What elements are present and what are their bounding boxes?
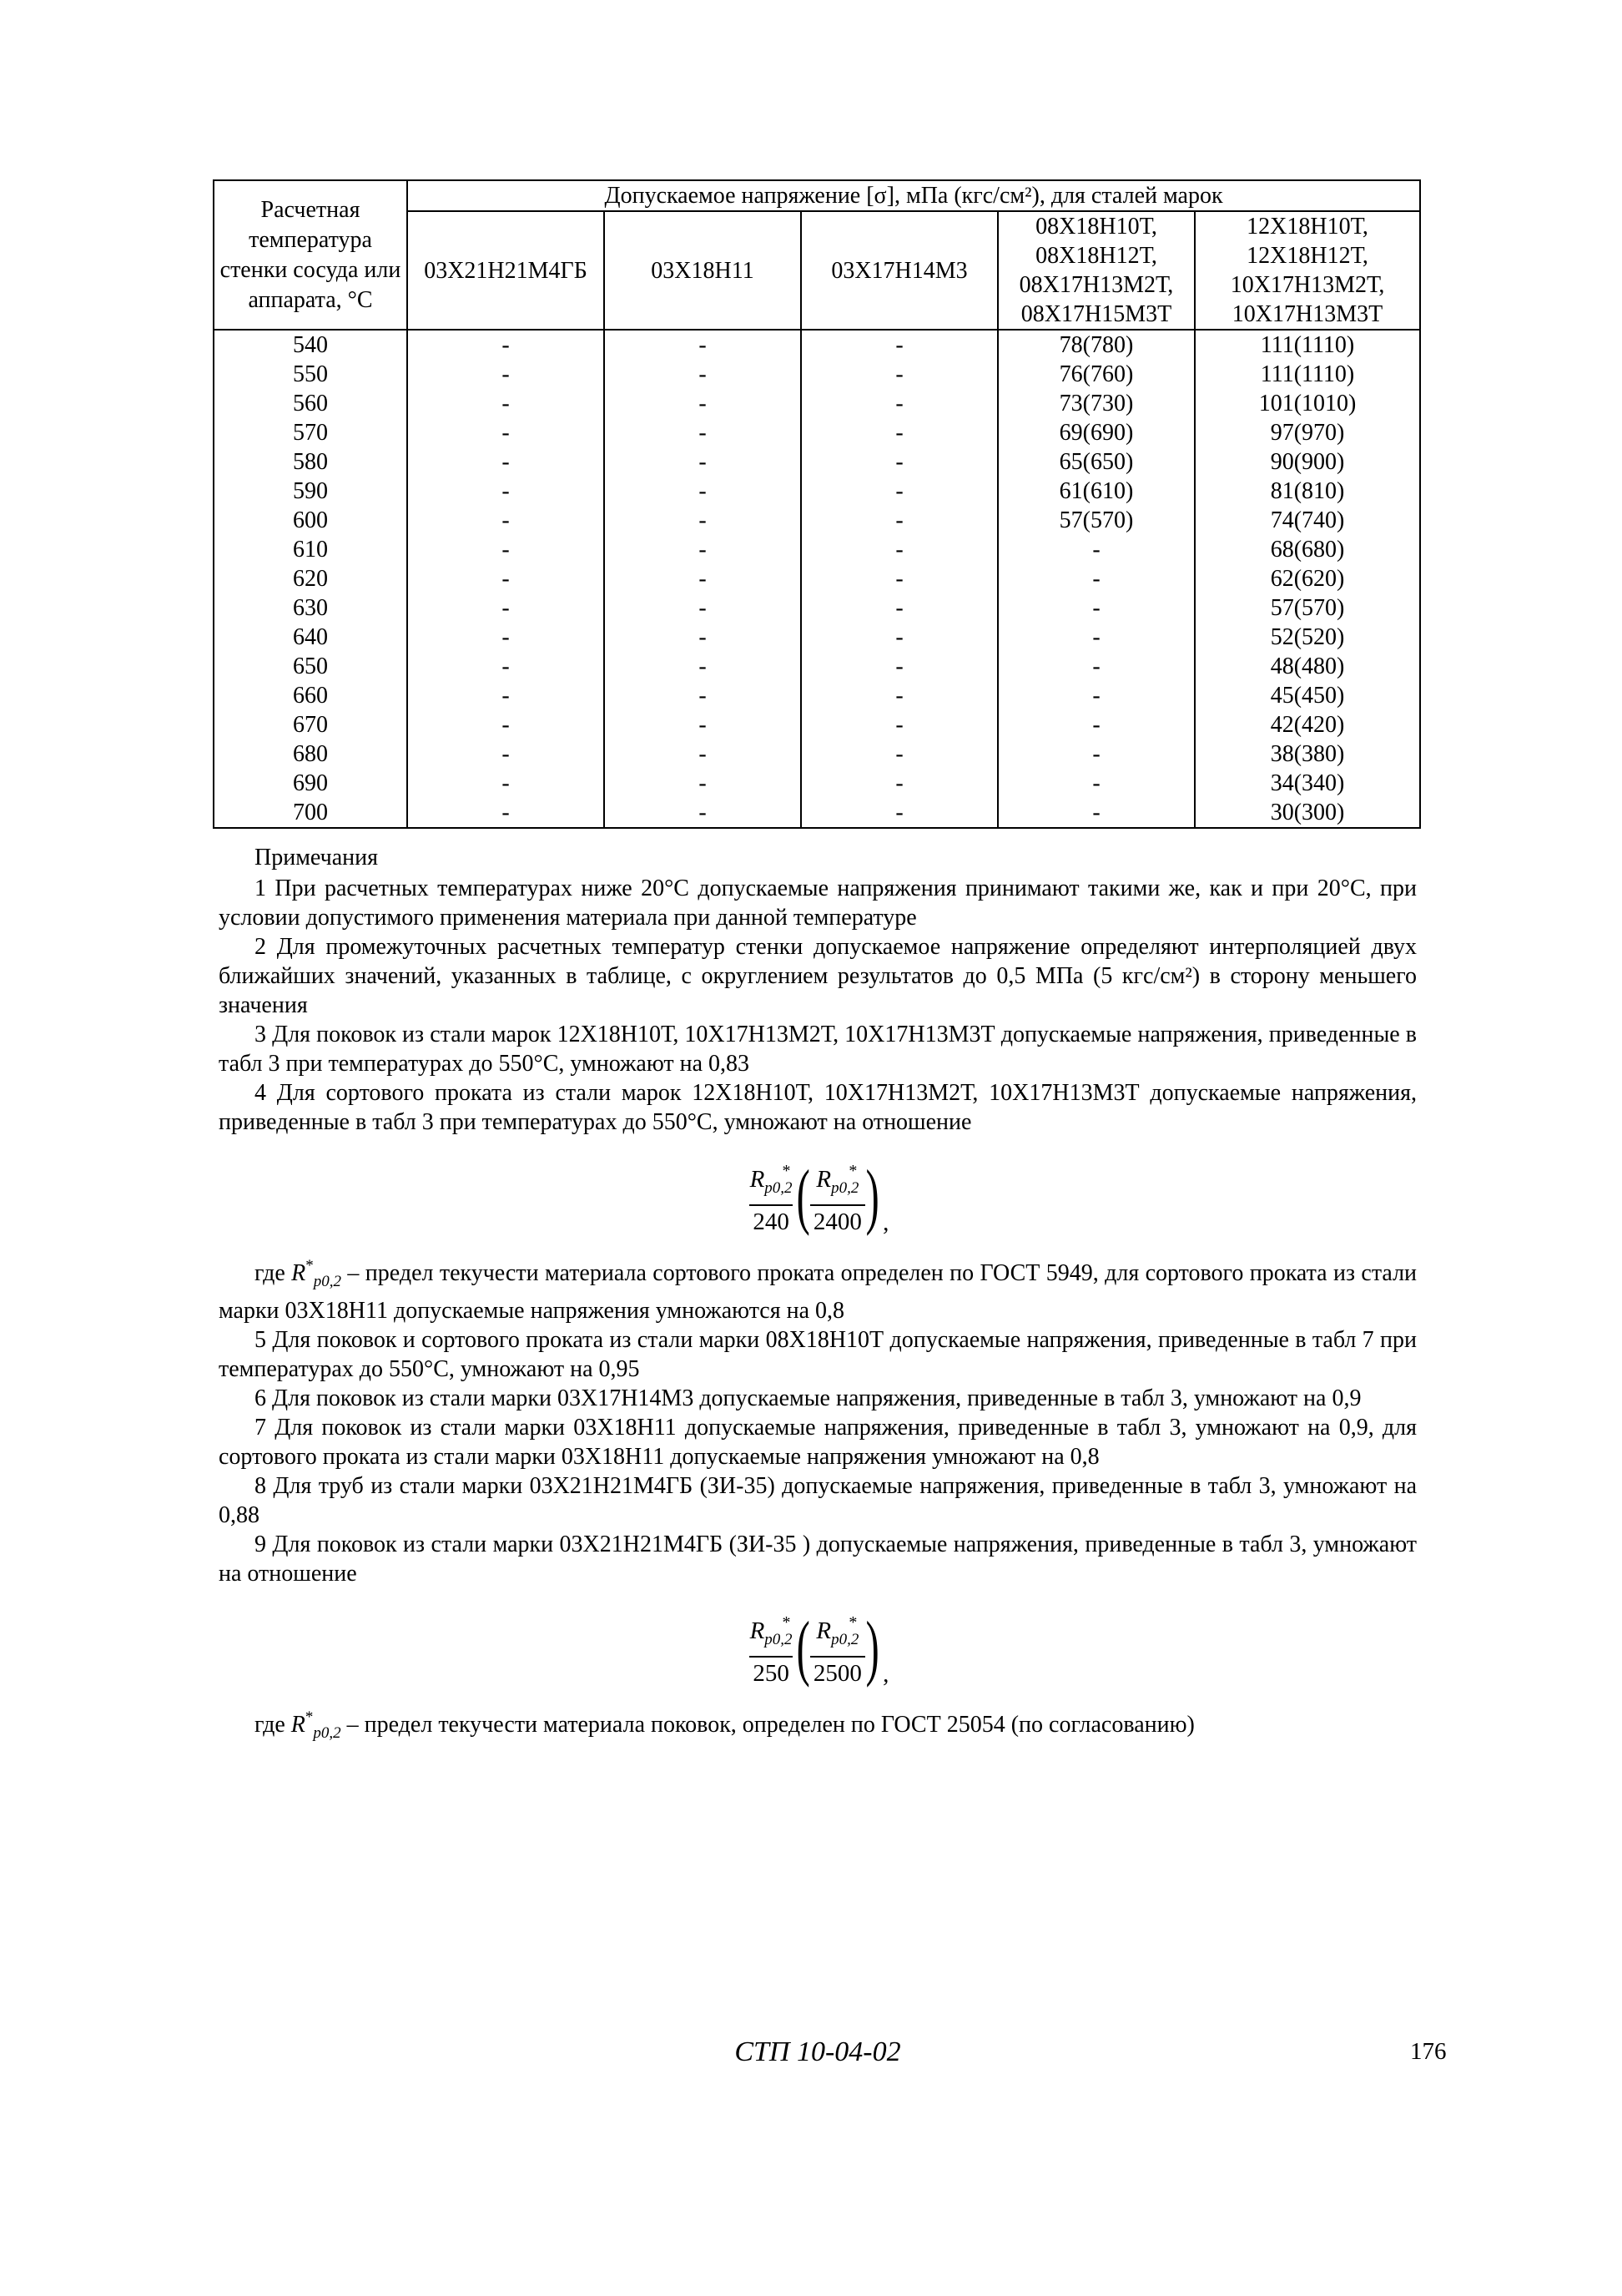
stress-cell: - bbox=[604, 535, 801, 564]
formula1-denominator-1: 240 bbox=[749, 1204, 793, 1238]
header-steel-2: 03Х18Н11 bbox=[604, 211, 801, 330]
stress-cell: - bbox=[801, 535, 998, 564]
stress-cell: - bbox=[407, 477, 604, 506]
table-row bbox=[214, 710, 1420, 739]
note-4: 4 Для сортового проката из стали марок 12Х18Н10Т, 10Х17Н13М2Т, 10Х17Н13М3Т допускаемые напряжения, приведенные в табл 3 при температурах до 550°С, умножают на отношение bbox=[219, 1080, 1417, 1135]
stress-cell: - bbox=[998, 564, 1195, 593]
note-3: 3 Для поковок из стали марок 12Х18Н10Т, 10Х17Н13М2Т, 10Х17Н13М3Т допускаемые напряжения, приведенные в табл 3 при температурах до 550°С, умножают на 0,83 bbox=[219, 1022, 1417, 1077]
stress-cell: - bbox=[801, 593, 998, 623]
temperature-cell: 620 bbox=[214, 564, 407, 593]
stress-cell: 42(420) bbox=[1195, 710, 1420, 739]
temperature-cell: 580 bbox=[214, 447, 407, 477]
stress-cell: - bbox=[998, 739, 1195, 769]
table-row bbox=[214, 739, 1420, 769]
table-row bbox=[214, 330, 1420, 360]
stress-cell: 111(1110) bbox=[1195, 360, 1420, 389]
temperature-cell: 590 bbox=[214, 477, 407, 506]
stress-cell: 62(620) bbox=[1195, 564, 1420, 593]
stress-cell: - bbox=[801, 418, 998, 447]
stress-cell: - bbox=[407, 447, 604, 477]
where-note-2: где $R^*_{p0,2}$ – предел текучести материала поковок, определен по ГОСТ 25054 (по согласованию) bbox=[254, 1708, 1195, 1742]
stress-cell: - bbox=[998, 710, 1195, 739]
stress-cell: 57(570) bbox=[1195, 593, 1420, 623]
stress-cell: - bbox=[407, 535, 604, 564]
stress-cell: 52(520) bbox=[1195, 623, 1420, 652]
temperature-cell: 560 bbox=[214, 389, 407, 418]
stress-cell: - bbox=[407, 710, 604, 739]
notes-section bbox=[219, 843, 1417, 1748]
stress-cell: - bbox=[604, 652, 801, 681]
table-row bbox=[214, 447, 1420, 477]
stress-cell: - bbox=[801, 477, 998, 506]
stress-cell: - bbox=[604, 360, 801, 389]
stress-cell: - bbox=[801, 798, 998, 828]
header-steel-4: 08Х18Н10Т, 08Х18Н12Т, 08Х17Н13М2Т, 08Х17Н15М3Т bbox=[998, 211, 1195, 330]
table-row bbox=[214, 798, 1420, 828]
stress-cell: 45(450) bbox=[1195, 681, 1420, 710]
stress-cell: - bbox=[407, 564, 604, 593]
formula2-denominator-1: 250 bbox=[749, 1656, 793, 1689]
stress-cell: - bbox=[604, 623, 801, 652]
table-row bbox=[214, 418, 1420, 447]
table-row bbox=[214, 564, 1420, 593]
stress-cell: 97(970) bbox=[1195, 418, 1420, 447]
stress-cell: - bbox=[407, 389, 604, 418]
table-row bbox=[214, 506, 1420, 535]
stress-cell: - bbox=[407, 798, 604, 828]
stress-cell: - bbox=[801, 506, 998, 535]
stress-cell: - bbox=[801, 447, 998, 477]
stress-cell: - bbox=[407, 623, 604, 652]
stress-cell: - bbox=[801, 739, 998, 769]
stress-cell: - bbox=[604, 418, 801, 447]
stress-cell: - bbox=[604, 564, 801, 593]
note-7: 7 Для поковок из стали марки 03Х18Н11 допускаемые напряжения, приведенные в табл 3, умножают на 0,9, для сортового проката из стали марки 03Х18Н11 допускаемые напряжения умножают на 0,8 bbox=[219, 1415, 1417, 1470]
stress-cell: - bbox=[604, 681, 801, 710]
formula1-denominator-2: 2400 bbox=[810, 1204, 865, 1238]
header-group-title: Допускаемое напряжение [σ], мПа (кгс/см²), для сталей марок bbox=[407, 180, 1420, 211]
stress-cell: - bbox=[604, 593, 801, 623]
stress-cell: - bbox=[407, 593, 604, 623]
stress-cell: 81(810) bbox=[1195, 477, 1420, 506]
stress-cell: - bbox=[801, 710, 998, 739]
stress-cell: 90(900) bbox=[1195, 447, 1420, 477]
header-steel-5: 12Х18Н10Т, 12Х18Н12Т, 10Х17Н13М2Т, 10Х17Н13М3Т bbox=[1195, 211, 1420, 330]
stress-cell: - bbox=[801, 652, 998, 681]
stress-cell: - bbox=[801, 564, 998, 593]
stress-cell: 57(570) bbox=[998, 506, 1195, 535]
notes-title: Примечания bbox=[254, 845, 379, 870]
temperature-cell: 670 bbox=[214, 710, 407, 739]
stress-cell: - bbox=[604, 769, 801, 798]
stress-cell: 68(680) bbox=[1195, 535, 1420, 564]
stress-cell: - bbox=[407, 360, 604, 389]
stress-cell: 101(1010) bbox=[1195, 389, 1420, 418]
where-note-1: где $R^*_{p0,2}$ – предел текучести материала сортового проката определен по ГОСТ 5949, для сортового проката из стали марки 03Х18Н11 допускаемые напряжения умножаются на 0,8 bbox=[219, 1257, 1418, 1324]
stress-cell: - bbox=[604, 739, 801, 769]
formula-ratio-2500: $\frac{R_{p0,2}^*}{250}$ ( $\frac{R_{p0,2}^*}{2500}$ ) , bbox=[749, 1607, 889, 1688]
table-row bbox=[214, 477, 1420, 506]
page-number: 176 bbox=[1410, 2038, 1447, 2065]
stress-cell: - bbox=[604, 798, 801, 828]
note-5: 5 Для поковок и сортового проката из стали марки 08Х18Н10Т допускаемые напряжения, приведенные в табл 7 при температурах до 550°С, умножают на 0,95 bbox=[219, 1327, 1417, 1382]
stress-cell: 48(480) bbox=[1195, 652, 1420, 681]
table-row bbox=[214, 535, 1420, 564]
stress-cell: 69(690) bbox=[998, 418, 1195, 447]
stress-cell: - bbox=[604, 477, 801, 506]
temperature-cell: 610 bbox=[214, 535, 407, 564]
header-steel-3: 03Х17Н14М3 bbox=[801, 211, 998, 330]
stress-cell: - bbox=[998, 652, 1195, 681]
stress-cell: - bbox=[604, 447, 801, 477]
stress-cell: - bbox=[407, 652, 604, 681]
stress-cell: - bbox=[407, 330, 604, 360]
stress-cell: 30(300) bbox=[1195, 798, 1420, 828]
temperature-cell: 650 bbox=[214, 652, 407, 681]
note-8: 8 Для труб из стали марки 03Х21Н21М4ГБ (ЗИ-35) допускаемые напряжения, приведенные в табл 3, умножают на 0,88 bbox=[219, 1473, 1417, 1528]
stress-cell: - bbox=[407, 739, 604, 769]
stress-cell: - bbox=[998, 681, 1195, 710]
stress-cell: - bbox=[801, 681, 998, 710]
stress-cell: 38(380) bbox=[1195, 739, 1420, 769]
formula2-denominator-2: 2500 bbox=[810, 1656, 865, 1689]
stress-cell: - bbox=[407, 681, 604, 710]
stress-cell: - bbox=[407, 769, 604, 798]
header-temperature: Расчетная температура стенки сосуда или аппарата, °С bbox=[214, 180, 407, 330]
temperature-cell: 690 bbox=[214, 769, 407, 798]
stress-cell: 78(780) bbox=[998, 330, 1195, 360]
stress-cell: - bbox=[998, 593, 1195, 623]
stress-cell: - bbox=[801, 360, 998, 389]
stress-cell: 73(730) bbox=[998, 389, 1195, 418]
document-code: СТП 10-04-02 bbox=[734, 2036, 901, 2067]
stress-cell: - bbox=[998, 798, 1195, 828]
table-row bbox=[214, 769, 1420, 798]
temperature-cell: 570 bbox=[214, 418, 407, 447]
stress-cell: - bbox=[604, 330, 801, 360]
stress-cell: - bbox=[998, 769, 1195, 798]
temperature-cell: 600 bbox=[214, 506, 407, 535]
stress-cell: - bbox=[407, 506, 604, 535]
temperature-cell: 630 bbox=[214, 593, 407, 623]
stress-cell: - bbox=[604, 710, 801, 739]
stress-cell: - bbox=[998, 535, 1195, 564]
stress-cell: 65(650) bbox=[998, 447, 1195, 477]
stress-cell: - bbox=[801, 623, 998, 652]
stress-cell: - bbox=[801, 330, 998, 360]
table-row bbox=[214, 593, 1420, 623]
note-1: 1 При расчетных температурах ниже 20°С допускаемые напряжения принимают такими же, как и при 20°С, при условии допустимого применения материала при данной температуре bbox=[219, 876, 1417, 931]
temperature-cell: 540 bbox=[214, 330, 407, 360]
stress-cell: 111(1110) bbox=[1195, 330, 1420, 360]
table-row bbox=[214, 623, 1420, 652]
table-row bbox=[214, 681, 1420, 710]
temperature-cell: 680 bbox=[214, 739, 407, 769]
stress-cell: 74(740) bbox=[1195, 506, 1420, 535]
temperature-cell: 660 bbox=[214, 681, 407, 710]
header-steel-1: 03Х21Н21М4ГБ bbox=[407, 211, 604, 330]
table-row bbox=[214, 360, 1420, 389]
stress-cell: - bbox=[801, 769, 998, 798]
table-row bbox=[214, 652, 1420, 681]
note-9: 9 Для поковок из стали марки 03Х21Н21М4ГБ (ЗИ-35 ) допускаемые напряжения, приведенные в табл 3, умножают на отношение bbox=[219, 1532, 1417, 1587]
stress-cell: - bbox=[998, 623, 1195, 652]
temperature-cell: 550 bbox=[214, 360, 407, 389]
note-2: 2 Для промежуточных расчетных температур стенки допускаемое напряжение определяют интерполяцией двух ближайших значений, указанных в таблице, с округлением результатов до 0,5 МПа (5 кгс/см²) в сторону меньшего значения bbox=[219, 934, 1417, 1018]
table-row bbox=[214, 389, 1420, 418]
stress-cell: - bbox=[801, 389, 998, 418]
allowable-stress-table bbox=[213, 179, 1421, 829]
stress-cell: 61(610) bbox=[998, 477, 1195, 506]
stress-cell: - bbox=[604, 389, 801, 418]
temperature-cell: 700 bbox=[214, 798, 407, 828]
table-body bbox=[214, 330, 1420, 828]
stress-cell: - bbox=[407, 418, 604, 447]
stress-cell: - bbox=[604, 506, 801, 535]
stress-cell: 34(340) bbox=[1195, 769, 1420, 798]
note-6: 6 Для поковок из стали марки 03Х17Н14М3 допускаемые напряжения, приведенные в табл 3, умножают на 0,9 bbox=[254, 1385, 1362, 1411]
temperature-cell: 640 bbox=[214, 623, 407, 652]
stress-cell: 76(760) bbox=[998, 360, 1195, 389]
formula-ratio-2400: $\frac{R_{p0,2}^*}{240}$ ( $\frac{R_{p0,2}^*}{2400}$ ) , bbox=[749, 1155, 889, 1237]
